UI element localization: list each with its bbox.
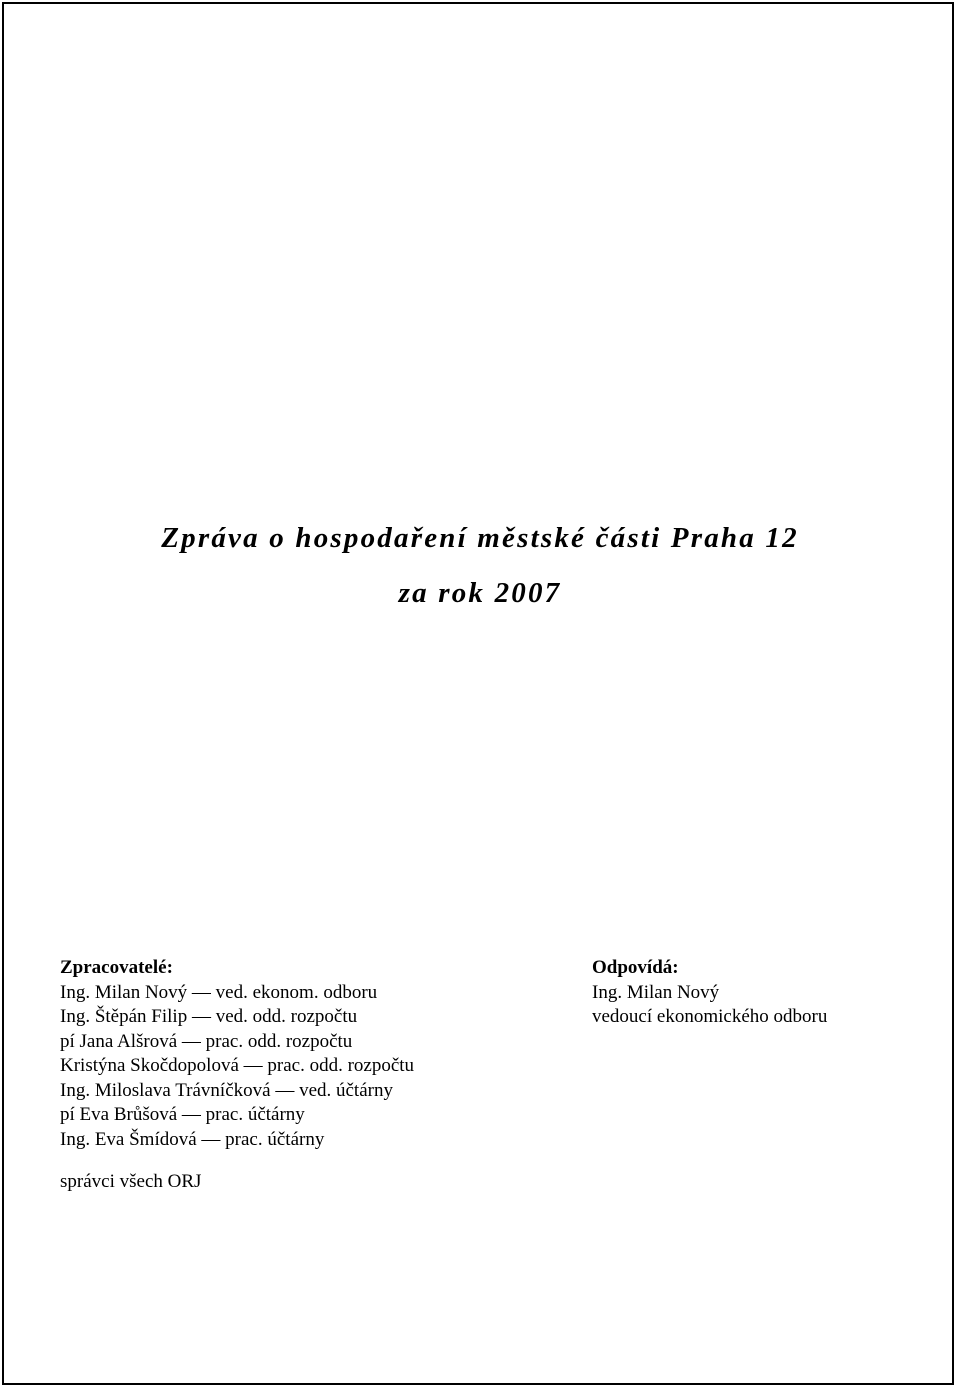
author-line: Ing. Štěpán Filip — ved. odd. rozpočtu [60,1006,358,1027]
author-line: pí Eva Brůšová — prac. účtárny [60,1104,305,1125]
responsible-heading: Odpovídá: [592,957,679,978]
author-line: Ing. Miloslava Trávníčková — ved. účtárny [60,1079,393,1101]
author-line: Ing. Eva Šmídová — prac. účtárny [60,1128,325,1150]
authors-block [60,956,414,1152]
document-subtitle-year: za rok 2007 [398,577,562,609]
author-line: Kristýna Skočdopolová — prac. odd. rozpočtu [60,1055,415,1076]
responsible-block [592,956,827,1030]
document-title: Zpráva o hospodaření městské části Praha 12 [161,522,799,554]
responsible-name: Ing. Milan Nový [592,981,720,1003]
authors-heading: Zpracovatelé: [60,957,173,978]
author-line: Ing. Milan Nový — ved. ekonom. odboru [60,981,378,1003]
footer-note: správci všech ORJ [60,1171,202,1192]
author-line: pí Jana Alšrová — prac. odd. rozpočtu [60,1030,353,1052]
responsible-role: vedoucí ekonomického odboru [592,1006,828,1027]
